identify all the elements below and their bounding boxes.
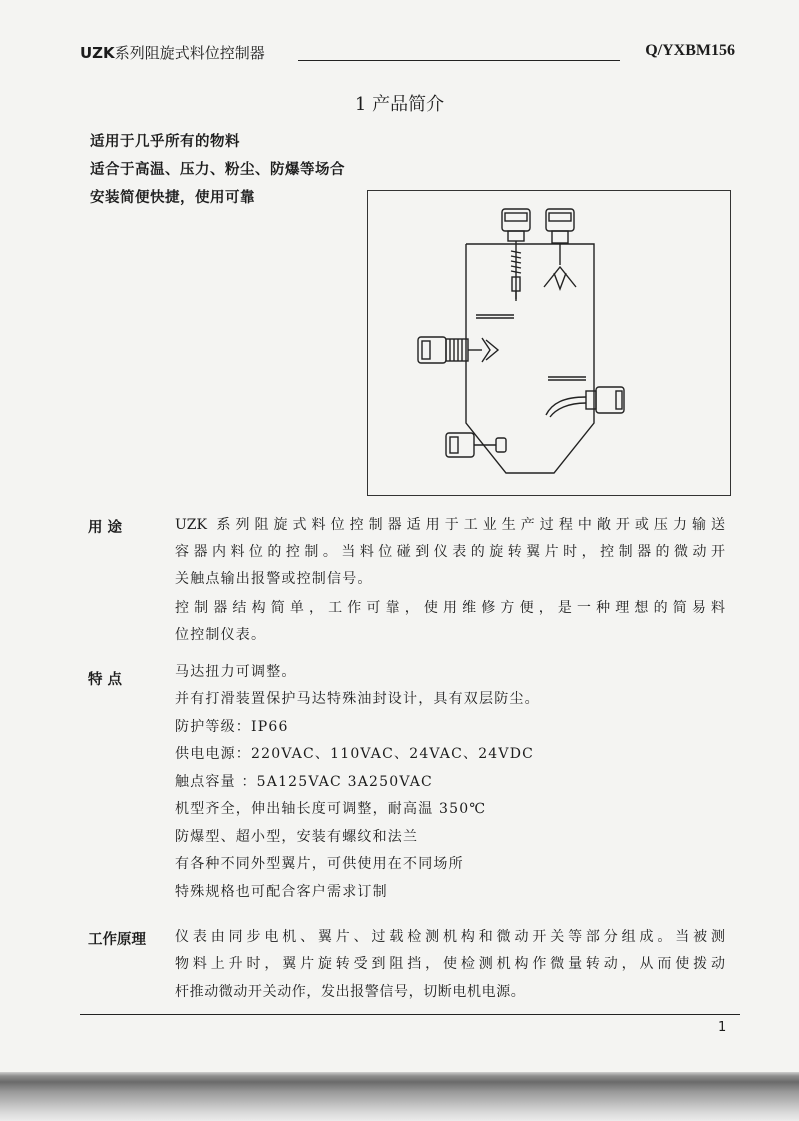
feature-line: 防护等级：IP66 bbox=[175, 719, 289, 735]
feature-line: 特殊规格也可配合客户需求订制 bbox=[175, 884, 388, 900]
header-standard-code: Q/YXBM156 bbox=[645, 42, 735, 59]
silo-wall bbox=[466, 244, 594, 473]
features-label: 特 点 bbox=[88, 672, 123, 688]
feature-line: 机型齐全，伸出轴长度可调整，耐高温 350℃ bbox=[175, 801, 487, 817]
usage-line: UZK 系列阻旋式料位控制器适用于工业生产过程中敞开或压力输送 bbox=[175, 517, 725, 533]
section-title: 1 产品简介 bbox=[354, 94, 445, 115]
usage-line: 容器内料位的控制。当料位碰到仪表的旋转翼片时，控制器的微动开 bbox=[175, 544, 725, 560]
scan-edge-shadow bbox=[0, 1072, 799, 1121]
principle-label: 工作原理 bbox=[88, 932, 146, 948]
principle-line: 仪表由同步电机、翼片、过载检测机构和微动开关等部分组成。当被测 bbox=[175, 929, 725, 945]
feature-line: 马达扭力可调整。 bbox=[175, 664, 297, 680]
side-controller-left bbox=[418, 337, 498, 363]
top-controller-rod bbox=[502, 209, 530, 301]
usage-line: 控制器结构简单，工作可靠，使用维修方便，是一种理想的简易料 bbox=[175, 600, 725, 616]
page-number: 1 bbox=[718, 1020, 727, 1035]
intro-line: 安装简便快捷，使用可靠 bbox=[90, 190, 255, 206]
principle-line: 杆推动微动开关动作，发出报警信号，切断电机电源。 bbox=[175, 984, 526, 1000]
feature-line: 有各种不同外型翼片，可供使用在不同场所 bbox=[175, 856, 464, 872]
top-controller-blade bbox=[544, 209, 576, 289]
intro-line: 适用于几乎所有的物料 bbox=[90, 134, 240, 150]
header-model: UZK bbox=[80, 44, 115, 62]
feature-line: 触点容量 ：5A125VAC 3A250VAC bbox=[175, 774, 433, 790]
usage-line: 位控制仪表。 bbox=[175, 627, 267, 643]
intro-line: 适合于高温、压力、粉尘、防爆等场合 bbox=[90, 162, 345, 178]
header-product-name: 系列阻旋式料位控制器 bbox=[114, 44, 265, 62]
header-rule bbox=[298, 60, 620, 61]
installation-diagram bbox=[367, 190, 731, 496]
principle-line: 物料上升时，翼片旋转受到阻挡，使检测机构作微量转动，从而使拨动 bbox=[175, 956, 725, 972]
usage-label: 用 途 bbox=[88, 520, 123, 536]
feature-line: 并有打滑装置保护马达特殊油封设计，具有双层防尘。 bbox=[175, 691, 540, 707]
header-doc-title bbox=[80, 42, 265, 63]
usage-line: 关触点输出报警或控制信号。 bbox=[175, 571, 373, 587]
feature-line: 供电电源：220VAC、110VAC、24VAC、24VDC bbox=[175, 746, 535, 762]
silo-diagram bbox=[368, 191, 732, 497]
side-controller-right bbox=[546, 387, 624, 417]
footer-rule bbox=[80, 1014, 740, 1015]
feature-line: 防爆型、超小型，安装有螺纹和法兰 bbox=[175, 829, 419, 845]
